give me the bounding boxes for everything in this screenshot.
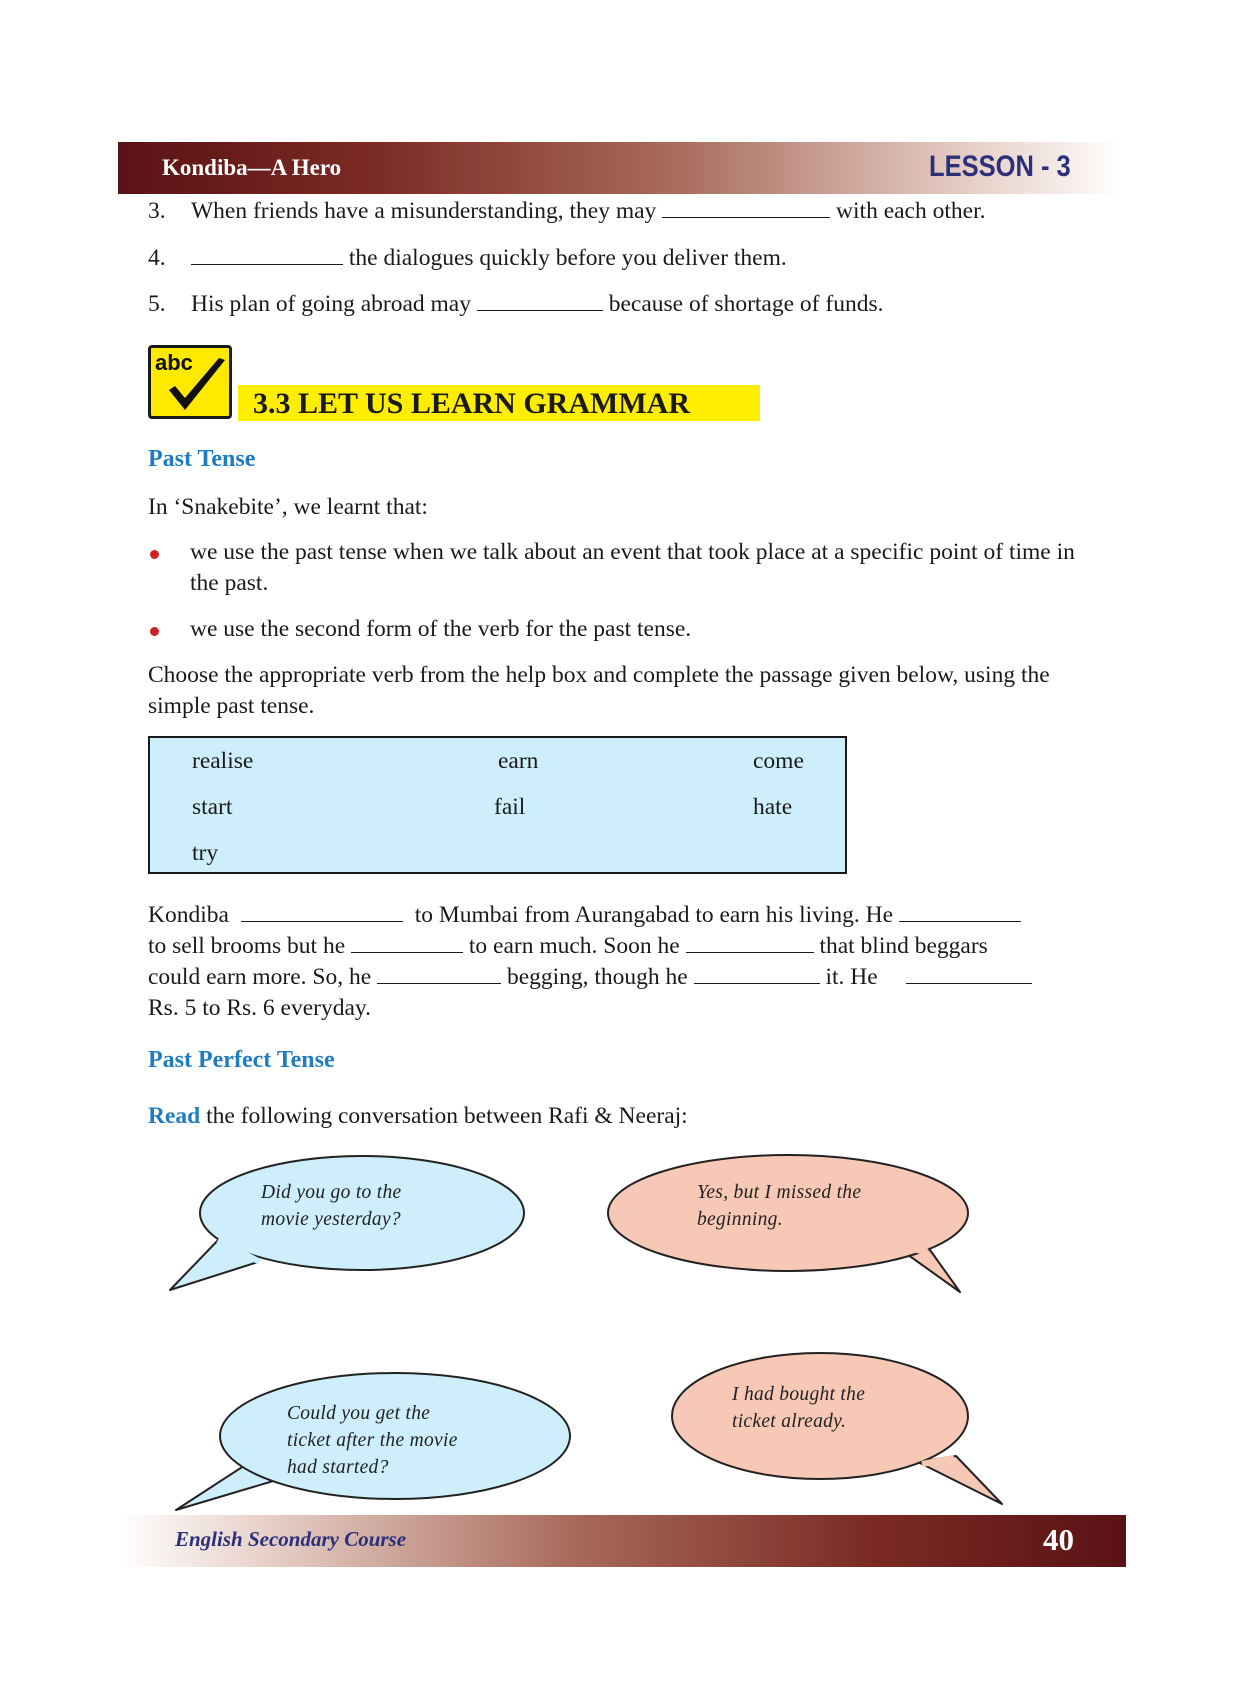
past-tense-heading: Past Tense (148, 446, 256, 472)
help-word: realise (192, 748, 254, 774)
past-perfect-heading: Past Perfect Tense (148, 1047, 335, 1073)
read-instruction: Read the following conversation between Rafi & Neeraj: (148, 1103, 688, 1129)
passage-line: could earn more. So, he begging, though he it. He (148, 962, 1098, 993)
abc-check-icon: abc (148, 345, 232, 419)
bubble-text: Could you get the ticket after the movie had started? (287, 1403, 458, 1478)
page-number: 40 (1043, 1522, 1074, 1557)
exercise-item: 4. the dialogues quickly before you deliver them. (148, 245, 787, 271)
exercise-item: 5. His plan of going abroad may because of shortage of funds. (148, 291, 884, 317)
bubble-text: Did you go to the movie yesterday? (261, 1182, 402, 1230)
bubble-text: I had bought the ticket already. (732, 1384, 866, 1432)
course-title: English Secondary Course (175, 1527, 407, 1551)
passage-line: Rs. 5 to Rs. 6 everyday. (148, 995, 372, 1021)
bullet-item: we use the past tense when we talk about an event that took place at a specific point of time in the past. (190, 539, 1075, 596)
help-word: hate (753, 794, 793, 820)
bullet-item: we use the second form of the verb for the past tense. (190, 616, 692, 642)
intro-text: In ‘Snakebite’, we learnt that: (148, 494, 428, 520)
help-word: fail (494, 794, 526, 820)
exercise-item: 3. When friends have a misunderstanding, they may with each other. (148, 198, 986, 224)
help-word: earn (498, 748, 539, 774)
read-keyword: Read (148, 1103, 201, 1129)
bubble-text: Yes, but I missed the beginning. (697, 1182, 862, 1230)
passage-line: Kondiba to Mumbai from Aurangabad to earn his living. He (148, 900, 1098, 931)
help-word: start (192, 794, 233, 820)
help-word: try (192, 840, 219, 866)
passage-line: to sell brooms but he to earn much. Soon he that blind beggars (148, 933, 988, 959)
section-title: 3.3 LET US LEARN GRAMMAR (253, 387, 690, 420)
chapter-title: Kondiba—A Hero (162, 155, 342, 180)
instruction-text: Choose the appropriate verb from the help box and complete the passage given below, using the simple past tense. (148, 662, 1050, 719)
lesson-label: LESSON - 3 (929, 150, 1071, 183)
help-word: come (753, 748, 804, 774)
